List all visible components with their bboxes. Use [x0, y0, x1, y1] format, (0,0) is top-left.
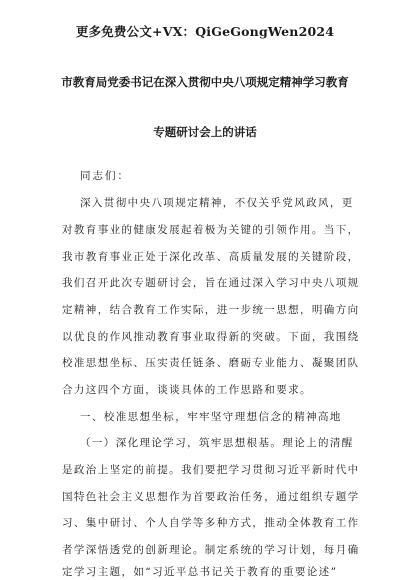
document-title-line-2: 专题研讨会上的讲话: [153, 125, 257, 139]
body-line: 我们召开此次专题研讨会，旨在通过深入学习中央八项规: [62, 277, 360, 289]
document-title-line-1: 市教育局党委书记在深入贯彻中央八项规定精神学习教育: [61, 75, 349, 89]
body-line: 习、集中研讨、个人自学等多种方式，推动全体教育工作: [62, 517, 360, 529]
body-line: 我市教育事业正处于深化改革、高质量发展的关键阶段，: [62, 251, 360, 263]
salutation: 同志们：: [80, 170, 130, 182]
body-line: 定学习主题，如“习近平总书记关于教育的重要论述”: [62, 566, 338, 578]
body-line: 校准思想坐标、压实责任链条、磨砺专业能力、凝聚团队: [62, 357, 360, 369]
body-line: 是政治上坚定的前提。我们要把学习贯彻习近平新时代中: [62, 464, 360, 476]
body-line: 国特色社会主义思想作为首要政治任务，通过组织专题学: [62, 491, 360, 503]
body-line: 合力这四个方面，谈谈具体的工作思路和要求。: [62, 384, 312, 396]
section-heading: 一、校准思想坐标，牢牢坚守理想信念的精神高地: [80, 411, 342, 423]
body-line: 者学深悟透党的创新理论。制定系统的学习计划，每月确: [62, 544, 360, 556]
watermark-text: 更多免费公文+VX：QiGeGongWen2024: [75, 24, 335, 39]
body-line: （一）深化理论学习，筑牢思想根基。理论上的清醒: [80, 437, 354, 449]
body-line: 定精神，结合教育工作实际，进一步统一思想，明确方向: [62, 304, 360, 316]
body-line: 深入贯彻中央八项规定精神，不仅关乎党风政风，更: [80, 197, 354, 209]
body-line: 对教育事业的健康发展起着极为关键的引领作用。当下，: [62, 224, 360, 236]
body-line: 以优良的作风推动教育事业取得新的突破。下面，我围绕: [62, 331, 360, 343]
